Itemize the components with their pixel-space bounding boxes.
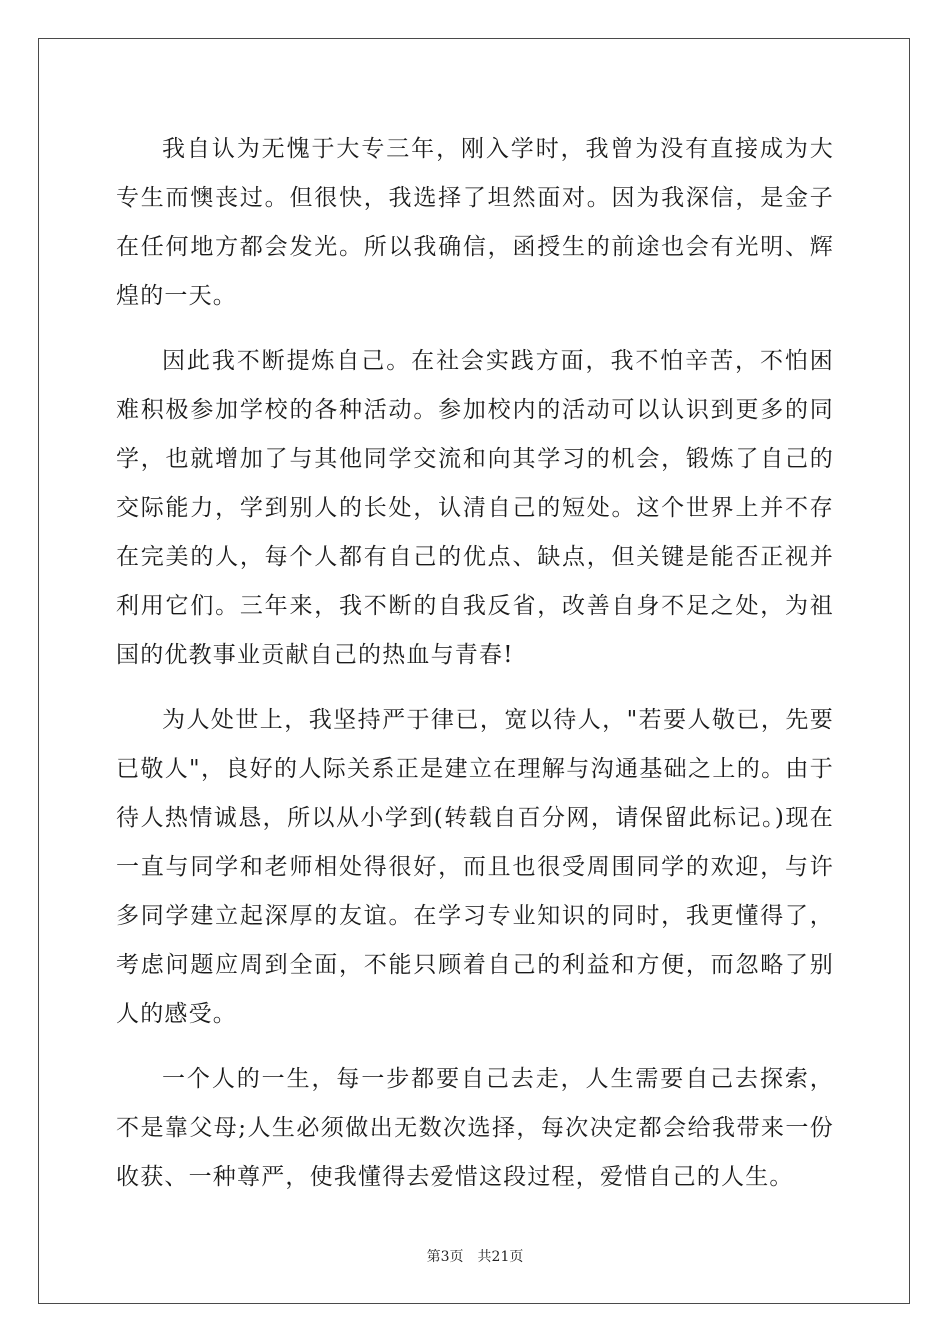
page-number-footer: 第3页 共21页 — [426, 1249, 524, 1265]
document-body — [116, 125, 834, 1218]
paragraph-2: 因此我不断提炼自己。在社会实践方面，我不怕辛苦，不怕困难积极参加学校的各种活动。参加校内的活动可以认识到更多的同学，也就增加了与其他同学交流和向其学习的机会，锻炼了自己的交际能力，学到别人的长处，认清自己的短处。这个世界上并不存在完美的人，每个人都有自己的优点、缺点，但关键是能否正视并利用它们。三年来，我不断的自我反省，改善自身不足之处，为祖国的优教事业贡献自己的热血与青春! — [116, 348, 834, 668]
paragraph-3: 为人处世上，我坚持严于律已，宽以待人，"若要人敬已，先要已敬人"，良好的人际关系正是建立在理解与沟通基础之上的。由于待人热情诚恳，所以从小学到(转载自百分网，请保留此标记。)现在一直与同学和老师相处得很好，而且也很受周围同学的欢迎，与许多同学建立起深厚的友谊。在学习专业知识的同时，我更懂得了，考虑问题应周到全面，不能只顾着自己的利益和方便，而忽略了别人的感受。 — [116, 707, 834, 1027]
paragraph-4: 一个人的一生，每一步都要自己去走，人生需要自己去探索，不是靠父母;人生必须做出无数次选择，每次决定都会给我带来一份收获、一种尊严，使我懂得去爱惜这段过程，爱惜自己的人生。 — [116, 1066, 834, 1190]
paragraph-1: 我自认为无愧于大专三年，刚入学时，我曾为没有直接成为大专生而懊丧过。但很快，我选择了坦然面对。因为我深信，是金子在任何地方都会发光。所以我确信，函授生的前途也会有光明、辉煌的一天。 — [116, 136, 834, 309]
